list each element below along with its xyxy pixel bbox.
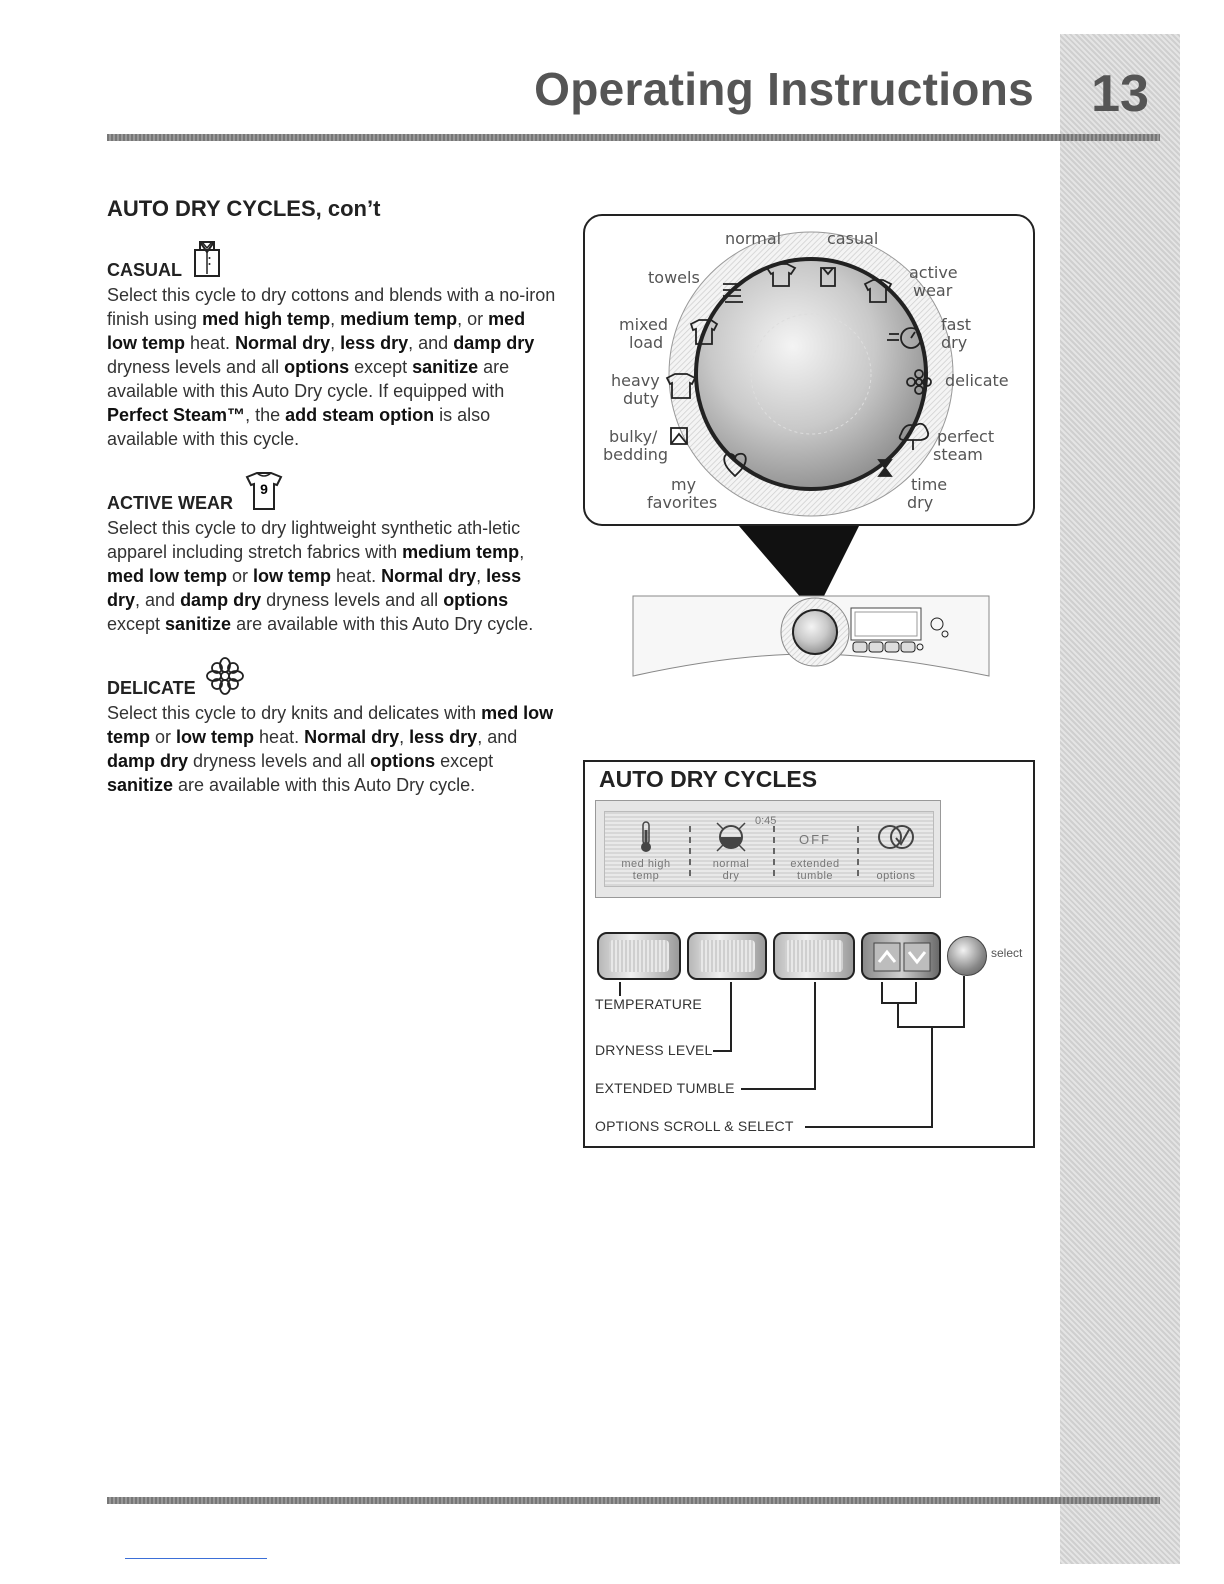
dial-label: dry [941, 333, 968, 352]
auto-dry-cycles-panel [583, 760, 1035, 1148]
display-label: med high [621, 858, 671, 870]
svg-text:9: 9 [260, 481, 268, 497]
cycle-name: CASUAL [107, 260, 182, 280]
cycle-delicate [107, 656, 557, 797]
options-check-icon [876, 822, 916, 852]
display-label: normal [712, 858, 750, 870]
display-options [859, 812, 933, 886]
instructions-column [107, 196, 557, 817]
select-label: select [991, 946, 1023, 960]
dial-label: bedding [603, 445, 669, 464]
lcd-display [595, 800, 941, 898]
extended-tumble-label: EXTENDED TUMBLE [595, 1080, 735, 1096]
dial-label: normal [725, 229, 782, 248]
dryness-level-label: DRYNESS LEVEL [595, 1042, 713, 1058]
extended-tumble-button[interactable] [773, 932, 855, 980]
display-off: OFF [799, 832, 831, 847]
dial-label: duty [623, 389, 660, 408]
casual-shirt-icon [192, 238, 222, 283]
display-time: 0:45 [755, 815, 777, 827]
page-number: 13 [1091, 65, 1149, 123]
display-temperature [605, 812, 687, 886]
display-label: tumble [796, 870, 834, 882]
temperature-button[interactable] [597, 932, 681, 980]
cycle-description: Select this cycle to dry knits and delicates with med low temp or low temp heat. Normal dry, less dry, and damp dry dryness levels and all options except sanitize are available with this Auto Dry cycle. [107, 703, 554, 795]
dial-label: dry [907, 493, 934, 512]
scroll-up-icon [873, 942, 901, 972]
temperature-label: TEMPERATURE [595, 996, 702, 1012]
dryness-level-button[interactable] [687, 932, 767, 980]
display-dryness [691, 812, 771, 886]
display-label: dry [722, 870, 740, 882]
display-extended-tumble [775, 812, 855, 886]
cycle-active-wear [107, 471, 557, 636]
thermometer-icon [638, 820, 654, 854]
dial-label: favorites [647, 493, 718, 512]
display-label: options [876, 870, 916, 882]
cycle-description: Select this cycle to dry cottons and blends with a no-iron finish using med high temp, medium temp, or med low temp heat. Normal dry, less dry, and damp dry dryness levels and all options except sanitize are available with this Auto Dry cycle. If equipped with Perfect Steam™, the add steam option is also available with this cycle. [107, 285, 556, 449]
dial-label: my [671, 475, 697, 494]
dryness-drop-icon [714, 820, 748, 854]
dial-label: heavy [611, 371, 660, 390]
cycle-casual [107, 238, 557, 451]
section-heading: AUTO DRY CYCLES, con’t [107, 196, 381, 221]
footer-rule [107, 1497, 1160, 1504]
page-title: Operating Instructions [534, 63, 1034, 115]
dial-label: mixed [619, 315, 669, 334]
dial-label: fast [941, 315, 972, 334]
dial-label: steam [933, 445, 983, 464]
dial-label: wear [913, 281, 953, 300]
header-rule [107, 134, 1160, 141]
display-label: extended [790, 858, 840, 870]
cycle-description: Select this cycle to dry lightweight synthetic ath-letic apparel including stretch fabrics with medium temp, med low temp or low temp heat. Normal dry, less dry, and damp dry dryness levels and all options except sanitize are available with this Auto Dry cycle. [107, 518, 534, 634]
cycle-dial-illustration [583, 214, 1039, 684]
dial-label: active [909, 263, 958, 282]
dial-label: bulky/ [609, 427, 658, 446]
page-side-tab [1060, 34, 1180, 1564]
control-panel-overview [633, 596, 989, 676]
cycle-name: DELICATE [107, 678, 196, 698]
dial-label: load [629, 333, 664, 352]
delicate-flower-icon [206, 656, 244, 701]
dial-label: casual [827, 229, 879, 248]
display-label: temp [632, 870, 660, 882]
footer-link-underline [125, 1558, 267, 1559]
options-scroll-select-label: OPTIONS SCROLL & SELECT [595, 1118, 794, 1134]
dial-label: towels [648, 268, 700, 287]
active-wear-shirt-icon [243, 471, 285, 516]
scroll-down-icon [903, 942, 931, 972]
dial-label: time [911, 475, 948, 494]
cycle-name: ACTIVE WEAR [107, 493, 233, 513]
dial-label: perfect [937, 427, 995, 446]
options-scroll-button[interactable] [861, 932, 941, 980]
panel-title: AUTO DRY CYCLES [599, 766, 818, 792]
select-button[interactable] [947, 936, 987, 976]
dial-label: delicate [945, 371, 1009, 390]
